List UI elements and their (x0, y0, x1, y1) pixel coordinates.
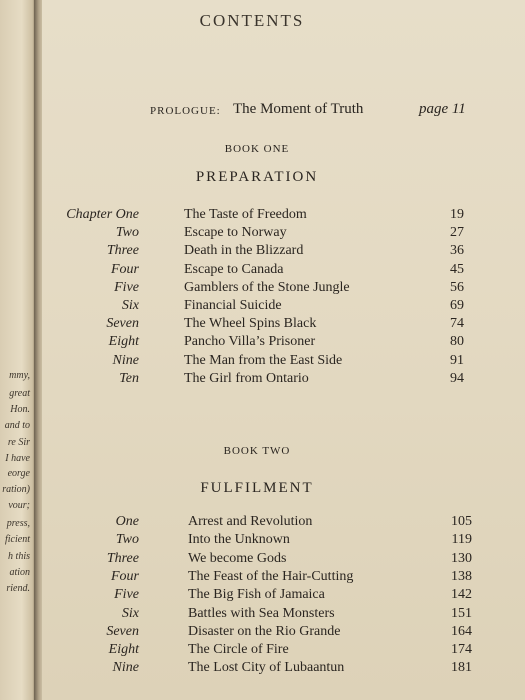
chapter-page-number: 36 (450, 243, 464, 259)
chapter-page-number: 142 (451, 587, 472, 603)
left-page-fragment: I have (5, 453, 30, 464)
prologue-title: The Moment of Truth (233, 101, 364, 117)
chapter-number: Chapter One (66, 207, 139, 222)
chapter-number: Eight (108, 642, 139, 658)
chapter-title: The Wheel Spins Black (184, 316, 317, 332)
chapter-page-number: 45 (450, 261, 464, 277)
chapter-page-number: 105 (451, 514, 472, 529)
left-page-fragment: h this (8, 551, 30, 562)
left-page-fragment: and to (4, 420, 30, 431)
chapter-page-number: 74 (450, 316, 464, 332)
chapter-number: Five (114, 587, 139, 603)
chapter-number: Ten (119, 370, 139, 386)
chapter-title: Disaster on the Rio Grande (188, 623, 341, 639)
chapter-title: The Man from the East Side (184, 352, 343, 368)
left-page-fragment: re Sir (7, 437, 30, 448)
chapter-title: The Feast of the Hair-Cutting (188, 568, 354, 584)
book-one-name: PREPARATION (195, 169, 319, 185)
chapter-number: One (115, 514, 139, 529)
chapter-page-number: 174 (451, 642, 472, 658)
chapter-number: Eight (108, 334, 139, 350)
chapter-number: Six (121, 605, 139, 621)
page-title: CONTENTS (199, 11, 305, 30)
chapter-page-number: 69 (450, 298, 464, 313)
chapter-title: The Big Fish of Jamaica (188, 587, 325, 603)
chapter-number: Four (111, 261, 139, 277)
chapter-title: We become Gods (188, 550, 287, 566)
chapter-title: Escape to Canada (184, 261, 284, 277)
left-page-fragment: press, (6, 518, 30, 529)
chapter-title: Pancho Villa’s Prisoner (184, 334, 316, 350)
left-page-fragment: Hon. (10, 404, 30, 415)
chapter-number: Four (111, 568, 139, 584)
chapter-number: Two (115, 225, 139, 241)
prologue-page: page 11 (419, 101, 466, 117)
chapter-page-number: 91 (450, 352, 464, 368)
chapter-page-number: 19 (450, 207, 464, 222)
chapter-title: The Taste of Freedom (184, 207, 307, 222)
left-page-fragment: great (9, 388, 30, 399)
chapter-title: Arrest and Revolution (188, 514, 313, 529)
chapter-title: The Girl from Ontario (184, 370, 309, 386)
chapter-number: Two (115, 532, 139, 548)
left-page-fragment: eorge (7, 468, 30, 479)
chapter-title: Escape to Norway (184, 225, 287, 241)
chapter-title: Financial Suicide (184, 298, 282, 313)
chapter-number: Seven (106, 623, 139, 639)
chapter-title: Death in the Blizzard (184, 243, 304, 259)
chapter-page-number: 119 (451, 532, 472, 548)
chapter-number: Nine (112, 660, 139, 676)
left-page-fragment: mmy, (9, 370, 30, 381)
chapter-title: The Lost City of Lubaantun (188, 660, 345, 676)
prologue-label: PROLOGUE: (150, 105, 221, 117)
contents-page (42, 0, 525, 700)
chapter-title: Gamblers of the Stone Jungle (184, 279, 350, 295)
chapter-page-number: 130 (451, 550, 472, 566)
left-page-fragment: ficient (5, 534, 30, 545)
chapter-page-number: 181 (451, 660, 472, 676)
chapter-page-number: 138 (451, 568, 472, 584)
chapter-page-number: 164 (451, 623, 472, 639)
left-page-fragment: riend. (6, 583, 30, 594)
book-one-label: BOOK ONE (224, 143, 290, 155)
chapter-page-number: 27 (450, 225, 464, 241)
chapter-title: Into the Unknown (188, 532, 290, 548)
chapter-number: Seven (106, 316, 139, 332)
book-two-name: FULFILMENT (200, 480, 314, 496)
chapter-number: Five (114, 279, 139, 295)
chapter-number: Three (106, 550, 139, 566)
left-page-edge (0, 0, 36, 700)
chapter-page-number: 151 (451, 605, 472, 621)
left-page-fragment: ation (9, 567, 30, 578)
left-page-fragment: vour; (8, 500, 30, 511)
left-page-fragment: ration) (2, 484, 30, 495)
book-two-label: BOOK TWO (223, 445, 291, 457)
chapter-number: Three (106, 243, 139, 259)
chapter-number: Six (121, 298, 139, 313)
chapter-page-number: 94 (450, 370, 464, 386)
chapter-page-number: 56 (450, 279, 464, 295)
chapter-title: The Circle of Fire (188, 642, 289, 658)
chapter-number: Nine (112, 352, 139, 368)
chapter-title: Battles with Sea Monsters (188, 605, 335, 621)
chapter-page-number: 80 (450, 334, 464, 350)
